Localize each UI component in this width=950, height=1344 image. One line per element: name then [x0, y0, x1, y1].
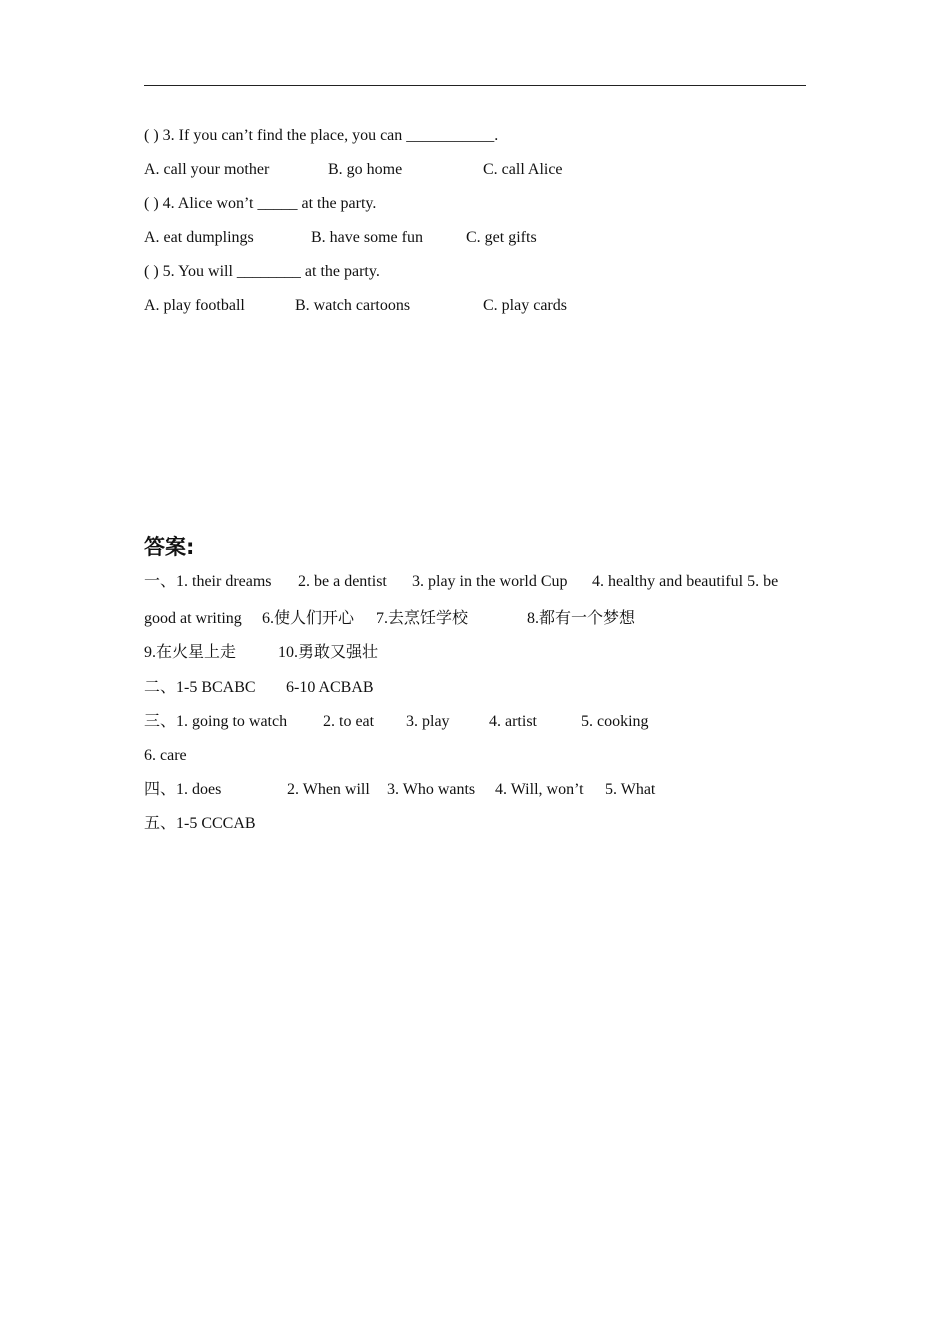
answers-heading: 答案:	[144, 535, 195, 559]
answer-item: 6-10 ACBAB	[286, 679, 374, 696]
option-c: C. get gifts	[466, 229, 537, 246]
option-c: C. call Alice	[483, 161, 563, 178]
answer-item: 7.去烹饪学校	[376, 610, 469, 627]
answer-item: 6. care	[144, 747, 187, 764]
option-b: B. have some fun	[311, 229, 423, 246]
answer-item: 2. be a dentist	[298, 573, 387, 590]
option-a: A. call your mother	[144, 161, 270, 178]
answer-item: 4. healthy and beautiful 5. be	[592, 573, 779, 590]
answer-item: 2. to eat	[323, 713, 375, 730]
answer-item: 3. play	[406, 713, 450, 730]
answer-item: 二、1-5 BCABC	[144, 679, 256, 696]
question-3-text: ( ) 3. If you can’t find the place, you can ___________.	[144, 127, 499, 144]
answer-item: 4. Will, won’t	[495, 781, 584, 798]
question-5-text: ( ) 5. You will ________ at the party.	[144, 263, 380, 280]
answer-item: 3. Who wants	[387, 781, 476, 798]
question-4-text: ( ) 4. Alice won’t _____ at the party.	[144, 195, 377, 212]
answer-item: 4. artist	[489, 713, 537, 730]
answer-item: 5. What	[605, 781, 656, 798]
answer-item: 10.勇敢又强壮	[278, 644, 379, 661]
answer-item: 一、1. their dreams	[144, 573, 272, 590]
option-a: A. play football	[144, 297, 245, 314]
answer-item: 5. cooking	[581, 713, 649, 730]
answer-item: 6.使人们开心	[262, 610, 355, 627]
answer-item: 9.在火星上走	[144, 644, 237, 661]
answer-item: 三、1. going to watch	[144, 713, 288, 730]
answer-item: 四、1. does	[144, 781, 222, 798]
answer-item: 2. When will	[287, 781, 370, 798]
option-c: C. play cards	[483, 297, 567, 314]
answer-item: 8.都有一个梦想	[527, 610, 636, 627]
header-rule	[144, 85, 806, 86]
answer-item: 五、1-5 CCCAB	[144, 815, 256, 832]
answer-item: 3. play in the world Cup	[412, 573, 568, 590]
answer-item: good at writing	[144, 610, 242, 627]
option-a: A. eat dumplings	[144, 229, 254, 246]
option-b: B. watch cartoons	[295, 297, 411, 314]
option-b: B. go home	[328, 161, 403, 178]
